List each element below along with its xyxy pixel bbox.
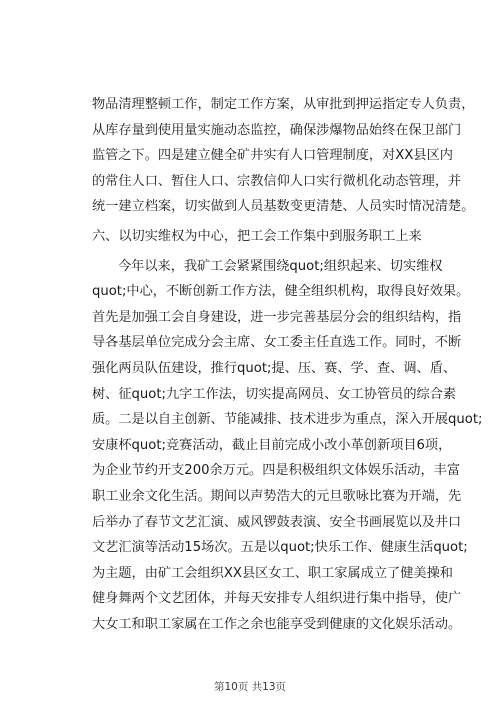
text-line: 导各基层单位完成分会主席、女工委主任直选工作。同时，不断 — [92, 335, 462, 351]
document-body — [92, 92, 483, 637]
text-line: quot;中心，不断创新工作方法，健全组织机构，取得良好效果。 — [92, 284, 470, 300]
text-line: 职工业余文化生活。期间以声势浩大的元旦歌咏比赛为开端，先 — [92, 488, 462, 504]
text-line: 树、征quot;九字工作法，切实提高网员、女工协管员的综合素 — [92, 386, 457, 402]
paragraph-2 — [92, 254, 483, 638]
text-line: 安康杯quot;竞赛活动，截止目前完成小改小革创新项目6项， — [92, 437, 452, 453]
section-heading: 六、以切实维权为中心，把工会工作集中到服务职工上来 — [92, 228, 422, 244]
text-line: 文艺汇演等活动15场次。五是以quot;快乐工作、健康生活quot; — [92, 540, 468, 556]
text-line: 为企业节约开支200余万元。四是积极组织文体娱乐活动，丰富 — [92, 463, 461, 479]
text-line: 质。二是以自主创新、节能减排、技术进步为重点，深入开展quot; — [92, 412, 483, 428]
text-line: 的常住人口、暂住人口、宗教信仰人口实行微机化动态管理，并 — [92, 173, 462, 189]
text-line: 首先是加强工会自身建设，进一步完善基层分会的组织结构，指 — [92, 309, 462, 325]
text-line: 监管之下。四是建立健全矿井实有人口管理制度，对XX县区内 — [92, 148, 453, 164]
page-number-footer: 第10页 共13页 — [213, 681, 287, 693]
text-line: 健身舞两个文艺团体，并每天安排专人组织进行集中指导，使广 — [92, 591, 462, 607]
text-line: 物品清理整顿工作，制定工作方案，从审批到押运指定专人负责， — [92, 97, 475, 112]
text-line: 为主题，由矿工会组织XX县区女工、职工家属成立了健美操和 — [92, 565, 453, 581]
text-line: 从库存量到使用量实施动态监控，确保涉爆物品始终在保卫部门 — [92, 122, 462, 138]
text-line: 统一建立档案，切实做到人员基数变更清楚、人员实时情况清楚。 — [92, 199, 475, 215]
text-line: 后举办了春节文艺汇演、威风锣鼓表演、安全书画展览以及井口 — [92, 514, 462, 530]
text-line: 大女工和职工家属在工作之余也能享受到健康的文化娱乐活动。 — [92, 616, 462, 632]
text-line: 强化两员队伍建设，推行quot;提、压、赛、学、查、调、盾、 — [92, 360, 457, 376]
text-line: 今年以来，我矿工会紧紧围绕quot;组织起来、切实维权 — [118, 258, 443, 274]
paragraph-1 — [92, 92, 475, 220]
